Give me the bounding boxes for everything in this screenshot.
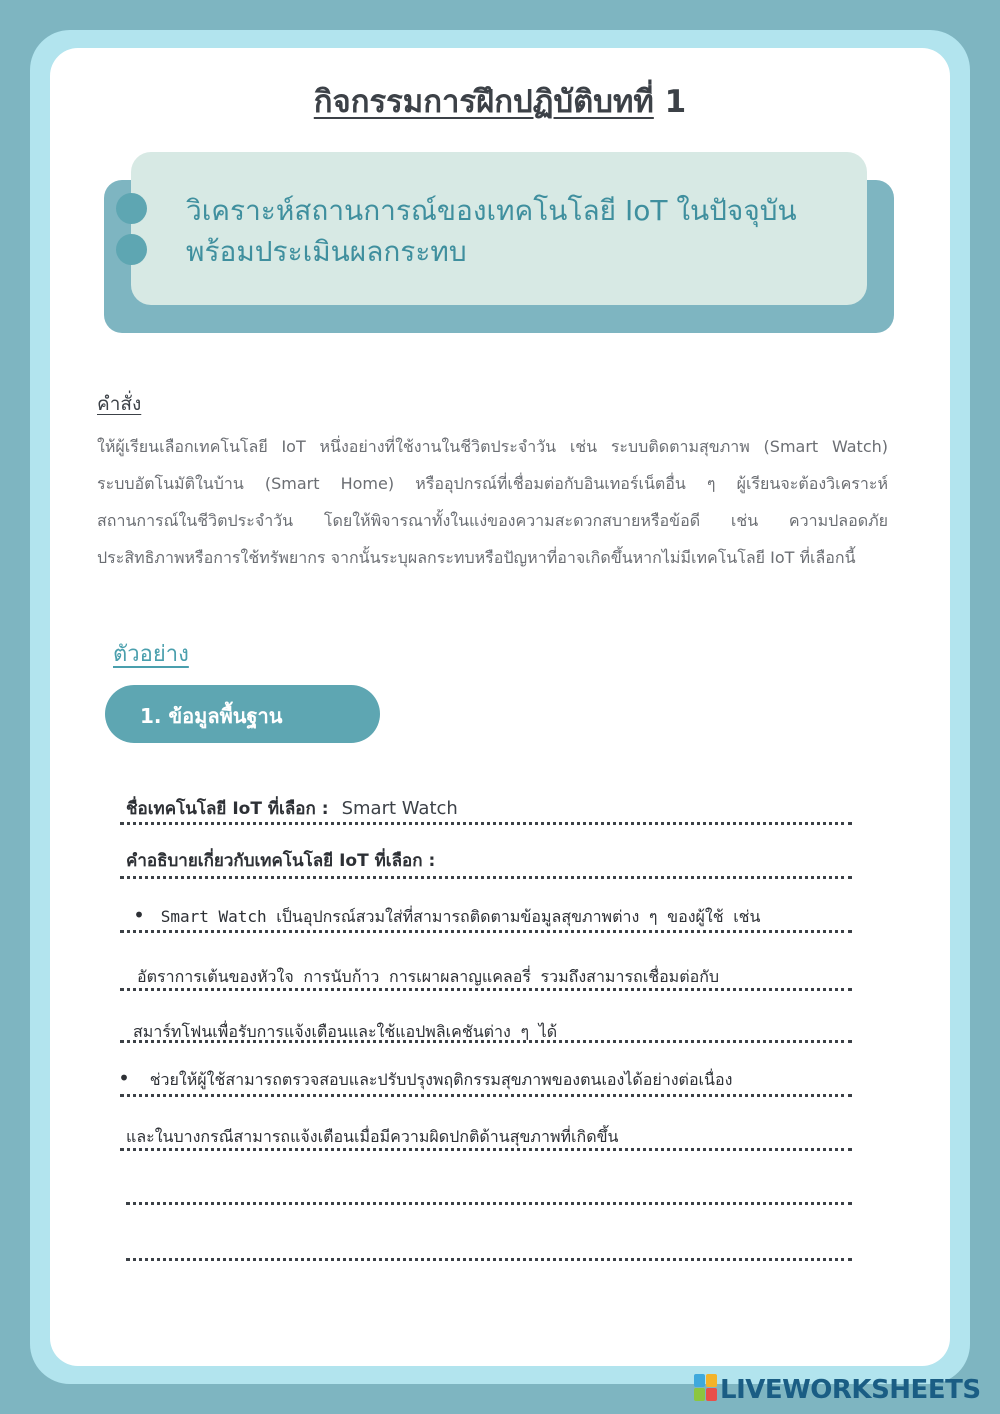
liveworksheets-icon [694, 1374, 718, 1402]
answer-dotted-line[interactable] [126, 1202, 852, 1205]
description-label: คำอธิบายเกี่ยวกับเทคโนโลยี IoT ที่เลือก : [126, 851, 436, 871]
instructions-line: ให้ผู้เรียนเลือกเทคโนโลยี IoT หนึ่งอย่างที่ใช้งานในชีวิตประจำวัน เช่น ระบบติดตามสุขภาพ (Smart Watch) [97, 437, 888, 456]
section-header-pill [105, 685, 380, 743]
description-line[interactable] [133, 903, 760, 930]
answer-dotted-line[interactable] [126, 1258, 852, 1261]
description-text: ช่วยให้ผู้ใช้สามารถตรวจสอบและปรับปรุงพฤติกรรมสุขภาพของตนเองได้อย่างต่อเนื่อง [149, 1070, 733, 1089]
description-text: Smart Watch เป็นอุปกรณ์สวมใส่ที่สามารถติดตามข้อมูลสุขภาพต่าง ๆ ของผู้ใช้ เช่น [160, 907, 761, 926]
liveworksheets-logo [694, 1374, 981, 1404]
description-line[interactable] [118, 1066, 732, 1093]
bullet-dot-icon [116, 234, 147, 265]
objective-line-1: วิเคราะห์สถานการณ์ของเทคโนโลยี IoT ในปัจจุบัน [186, 194, 797, 227]
title-number: 1 [664, 84, 687, 120]
tech-name-row [126, 795, 458, 822]
watermark-text: LIVEWORKSHEETS [720, 1375, 981, 1405]
answer-dotted-line [120, 876, 852, 879]
tech-name-value[interactable]: Smart Watch [341, 798, 458, 819]
answer-dotted-line [120, 822, 852, 825]
objective-text [186, 190, 846, 272]
bullet-icon: • [133, 903, 146, 927]
description-line[interactable]: อัตราการเต้นของหัวใจ การนับก้าว การเผาผลาญแคลอรี่ รวมถึงสามารถเชื่อมต่อกับ [137, 967, 720, 986]
instructions-line: สถานการณ์ในชีวิตประจำวัน โดยให้พิจารณาทั้งในแง่ของความสะดวกสบายหรือข้อดี เช่น ความปลอดภัย [97, 511, 888, 530]
answer-dotted-line [120, 1094, 852, 1097]
example-link[interactable]: ตัวอย่าง [113, 642, 189, 667]
tech-name-label: ชื่อเทคโนโลยี IoT ที่เลือก : [126, 799, 329, 819]
description-line[interactable]: สมาร์ทโฟนเพื่อรับการแจ้งเตือนและใช้แอปพลิเคชันต่าง ๆ ได้ [133, 1022, 558, 1041]
bullet-dot-icon [116, 193, 147, 224]
instructions-label: คำสั่ง [97, 393, 142, 415]
answer-dotted-line [120, 1040, 852, 1043]
objective-line-2: พร้อมประเมินผลกระทบ [186, 235, 467, 268]
instructions-line: ประสิทธิภาพหรือการใช้ทรัพยากร จากนั้นระบุผลกระทบหรือปัญหาที่อาจเกิดขึ้นหากไม่มีเทคโนโลยี IoT ที่เลือกนี้ [97, 548, 856, 567]
title-main: กิจกรรมการฝึกปฏิบัติบทที่ [313, 84, 654, 120]
page-title [0, 76, 1000, 126]
answer-dotted-line [120, 930, 852, 933]
description-line[interactable]: และในบางกรณีสามารถแจ้งเตือนเมื่อมีความผิดปกติด้านสุขภาพที่เกิดขึ้น [126, 1127, 619, 1146]
instructions-line: ระบบอัตโนมัติในบ้าน (Smart Home) หรืออุปกรณ์ที่เชื่อมต่อกับอินเทอร์เน็ตอื่น ๆ ผู้เรียนจะต้องวิเคราะห์ [97, 474, 888, 493]
bullet-icon: • [118, 1066, 131, 1090]
section-header-label: 1. ข้อมูลพื้นฐาน [140, 704, 283, 728]
answer-dotted-line [120, 988, 852, 991]
instructions-body [97, 428, 888, 576]
answer-dotted-line [120, 1148, 852, 1151]
